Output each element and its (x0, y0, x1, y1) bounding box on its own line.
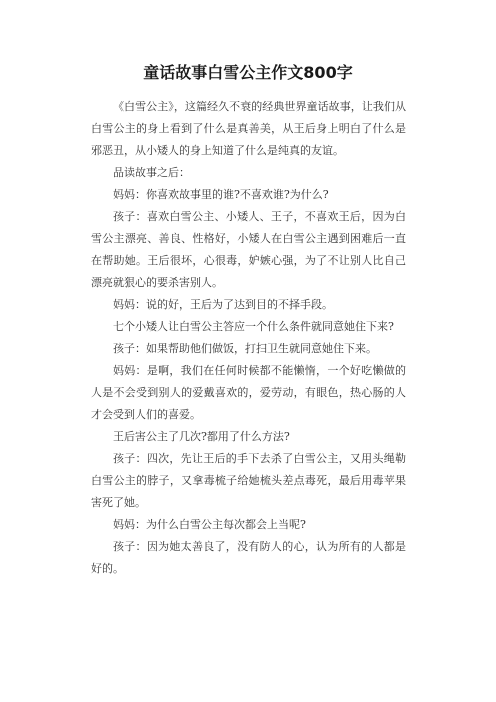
paragraph: 妈妈：说的好，王后为了达到目的不择手段。 (113, 298, 333, 311)
document-body (91, 96, 406, 580)
paragraph: 孩子：喜欢白雪公主、小矮人、王子，不喜欢王后，因为白雪公主漂亮、善良、性格好，小矮人在白雪公主遇到困难后一直在帮助她。王后很坏，心很毒，妒嫉心强，为了不让别人比自己漂亮就狠心的要杀害别人。 (91, 210, 406, 289)
paragraph: 品读故事之后： (113, 166, 190, 179)
paragraph: 王后害公主了几次?都用了什么方法? (113, 430, 290, 443)
paragraph: 妈妈：你喜欢故事里的谁?不喜欢谁?为什么? (113, 188, 329, 201)
document-title: 童话故事白雪公主作文800字 (143, 63, 353, 82)
paragraph: 孩子：因为她太善良了，没有防人的心，认为所有的人都是好的。 (91, 540, 406, 575)
paragraph: 妈妈：是啊，我们在任何时候都不能懒惰，一个好吃懒做的人是不会受到别人的爱戴喜欢的，爱劳动，有眼色，热心肠的人才会受到人们的喜爱。 (91, 364, 406, 421)
paragraph: 妈妈：为什么白雪公主每次都会上当呢? (113, 518, 306, 531)
paragraph: 《白雪公主》，这篇经久不衰的经典世界童话故事，让我们从白雪公主的身上看到了什么是真善美，从王后身上明白了什么是邪恶丑，从小矮人的身上知道了什么是纯真的友谊。 (91, 100, 406, 157)
paragraph: 七个小矮人让白雪公主答应一个什么条件就同意她住下来? (113, 320, 394, 333)
paragraph: 孩子：如果帮助他们做饭，打扫卫生就同意她住下来。 (113, 342, 377, 355)
paragraph: 孩子：四次，先让王后的手下去杀了白雪公主，又用头绳勒白雪公主的脖子，又拿毒梳子给她梳头差点毒死，最后用毒苹果害死了她。 (91, 452, 406, 509)
